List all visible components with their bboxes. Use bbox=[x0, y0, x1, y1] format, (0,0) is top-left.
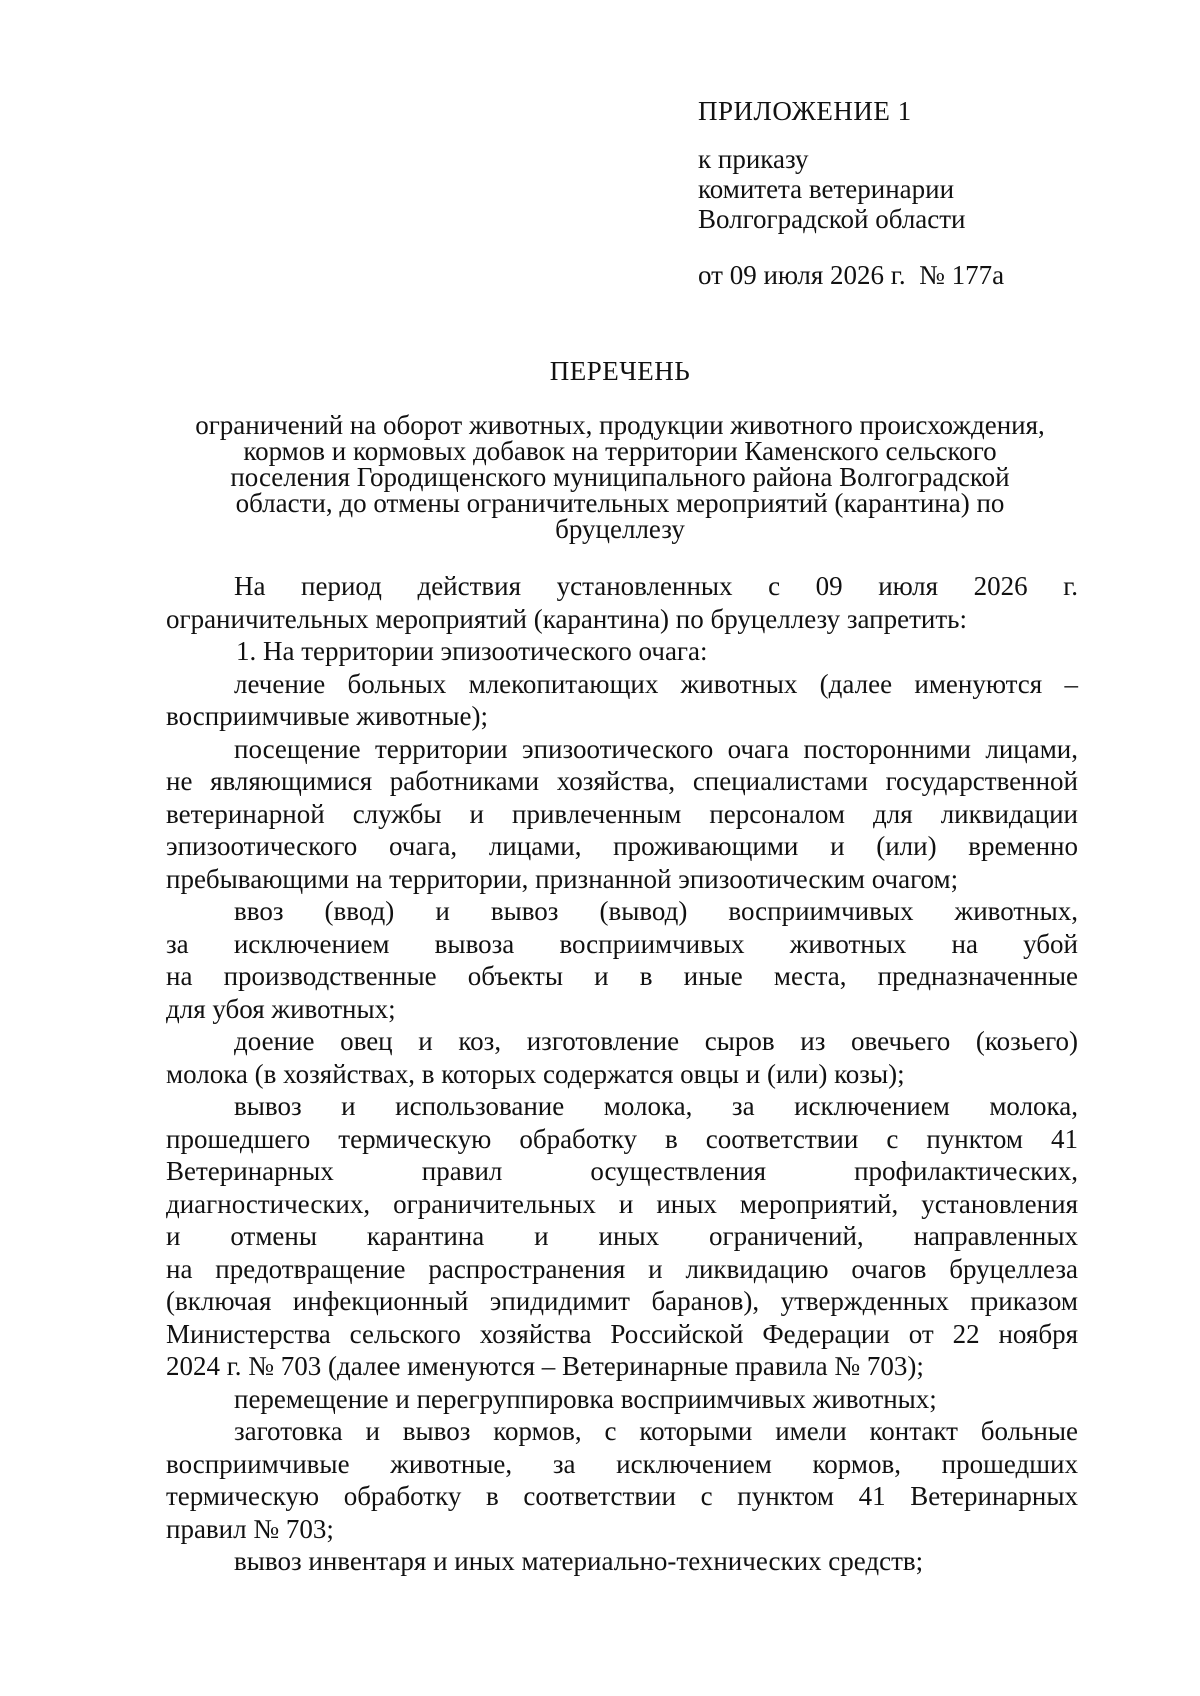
paragraph-line: правил № 703; bbox=[166, 1513, 334, 1544]
paragraph-line: за исключением вывоза восприимчивых животных на убой bbox=[166, 928, 1078, 959]
subtitle-line: области, до отмены ограничительных мероприятий (карантина) по bbox=[235, 488, 1005, 518]
paragraph-line: ввоз (ввод) и вывоз (вывод) восприимчивых животных, bbox=[234, 896, 1078, 926]
paragraph-line: и отмены карантина и иных ограничений, направленных bbox=[166, 1221, 1078, 1251]
paragraph-line: На период действия установленных с 09 июля 2026 г. bbox=[234, 571, 1078, 601]
paragraph-line: пребывающими на территории, признанной эпизоотическим очагом; bbox=[166, 863, 959, 894]
appendix-line: комитета ветеринарии bbox=[698, 174, 955, 204]
paragraph-line: восприимчивые животные, за исключением кормов, прошедших bbox=[166, 1448, 1078, 1479]
paragraph-line: эпизоотического очага, лицами, проживающими и (или) временно bbox=[166, 831, 1078, 861]
paragraph-line: Министерства сельского хозяйства Российской Федерации от 22 ноября bbox=[166, 1318, 1078, 1349]
paragraph-line: перемещение и перегруппировка восприимчивых животных; bbox=[234, 1383, 937, 1414]
paragraph-line: на предотвращение распространения и ликвидацию очагов бруцеллеза bbox=[166, 1253, 1078, 1284]
subtitle-line: бруцеллезу bbox=[555, 514, 685, 544]
paragraph-line: посещение территории эпизоотического очага посторонними лицами, bbox=[234, 733, 1078, 764]
paragraph-line: вывоз инвентаря и иных материально-технических средств; bbox=[234, 1546, 924, 1576]
order-date-number: от 09 июля 2026 г. № 177а bbox=[698, 260, 1005, 290]
section-heading: 1. На территории эпизоотического очага: bbox=[236, 636, 708, 666]
subtitle-line: кормов и кормовых добавок на территории Каменского сельского bbox=[243, 436, 997, 466]
paragraph-line: вывоз и использование молока, за исключением молока, bbox=[234, 1091, 1078, 1121]
paragraph-line: Ветеринарных правил осуществления профилактических, bbox=[166, 1156, 1078, 1186]
appendix-line: к приказу bbox=[698, 144, 809, 174]
document-subtitle bbox=[160, 412, 1080, 542]
paragraph-line: не являющимися работниками хозяйства, специалистами государственной bbox=[166, 766, 1078, 796]
paragraph-line: диагностических, ограничительных и иных мероприятий, установления bbox=[166, 1188, 1078, 1219]
document-title: ПЕРЕЧЕНЬ bbox=[549, 356, 691, 386]
paragraph-line: лечение больных млекопитающих животных (далее именуются – bbox=[234, 668, 1078, 699]
paragraph-line: 2024 г. № 703 (далее именуются – Ветеринарные правила № 703); bbox=[166, 1351, 924, 1381]
appendix-title: ПРИЛОЖЕНИЕ 1 bbox=[698, 96, 912, 126]
paragraph-line: восприимчивые животные); bbox=[166, 701, 488, 731]
paragraph-line: прошедшего термическую обработку в соответствии с пунктом 41 bbox=[166, 1123, 1078, 1154]
paragraph-line: ограничительных мероприятий (карантина) по бруцеллезу запретить: bbox=[166, 603, 967, 634]
paragraph-line: для убоя животных; bbox=[166, 993, 396, 1024]
paragraph-line: термическую обработку в соответствии с пунктом 41 Ветеринарных bbox=[166, 1481, 1078, 1511]
paragraph-line: ветеринарной службы и привлеченным персоналом для ликвидации bbox=[166, 798, 1078, 829]
appendix-line: Волгоградской области bbox=[698, 204, 966, 234]
subtitle-line: поселения Городищенского муниципального района Волгоградской bbox=[230, 462, 1010, 492]
appendix-block bbox=[698, 96, 1118, 290]
document-body bbox=[166, 570, 1078, 1578]
paragraph-line: заготовка и вывоз кормов, с которыми имели контакт больные bbox=[234, 1416, 1078, 1446]
subtitle-line: ограничений на оборот животных, продукции животного происхождения, bbox=[195, 410, 1045, 440]
paragraph-line: на производственные объекты и в иные места, предназначенные bbox=[166, 961, 1078, 991]
paragraph-line: (включая инфекционный эпидидимит баранов), утвержденных приказом bbox=[166, 1286, 1078, 1316]
paragraph-line: молока (в хозяйствах, в которых содержатся овцы и (или) козы); bbox=[166, 1058, 905, 1089]
paragraph-line: доение овец и коз, изготовление сыров из овечьего (козьего) bbox=[234, 1026, 1078, 1056]
